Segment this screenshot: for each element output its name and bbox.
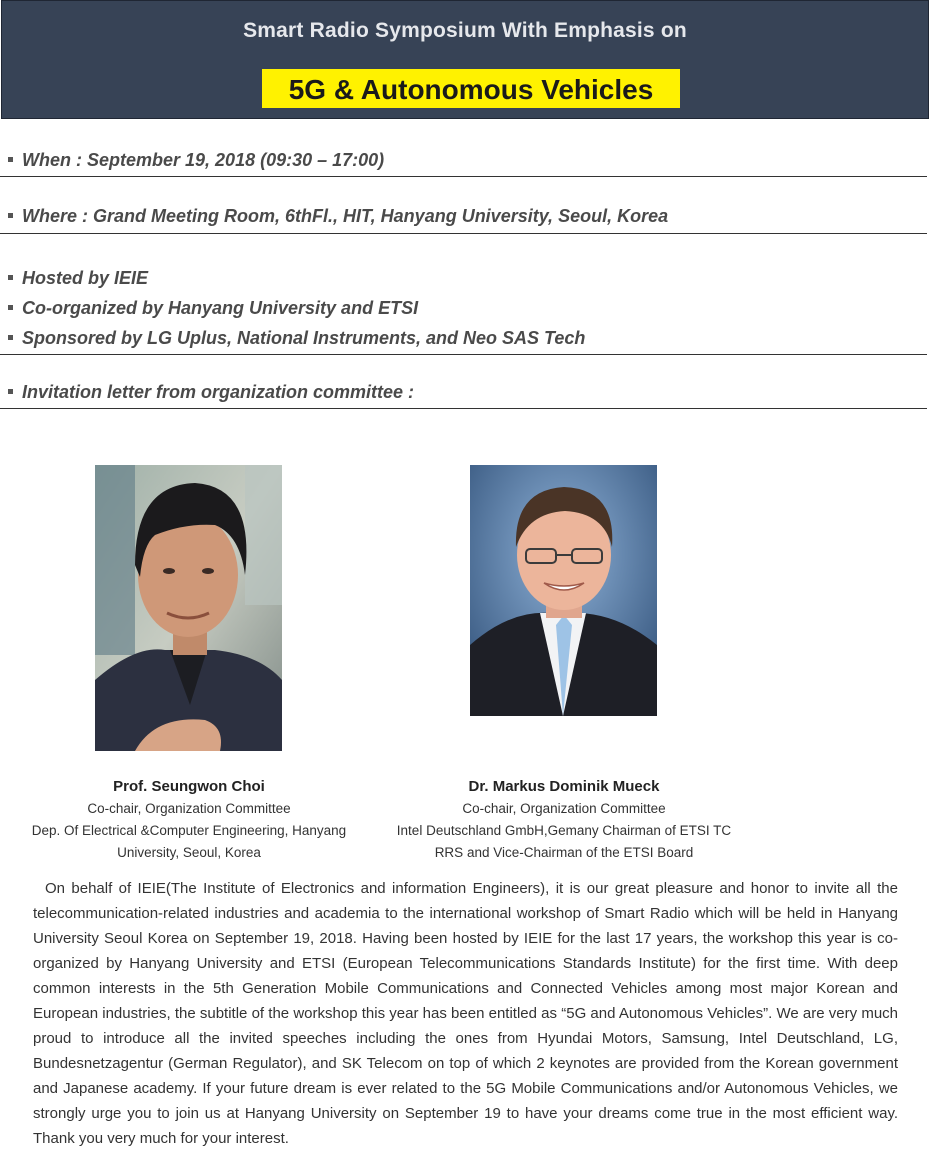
info-sponsored-text: Sponsored by LG Uplus, National Instruments, and Neo SAS Tech <box>22 328 586 348</box>
info-hosted <box>0 268 928 289</box>
person-card-choi <box>20 776 358 864</box>
person-affiliation: Dep. Of Electrical &Computer Engineering, Hanyang <box>31 823 347 838</box>
person-affiliation: Intel Deutschland GmbH,Gemany Chairman of ETSI TC <box>396 823 732 838</box>
bullet-icon <box>8 389 13 394</box>
portrait-photo-mueck <box>470 465 657 716</box>
info-hosted-text: Hosted by IEIE <box>22 268 149 288</box>
header-title: 5G & Autonomous Vehicles <box>262 69 680 108</box>
info-where <box>0 206 928 227</box>
divider <box>0 408 927 409</box>
person-role: Co-chair, Organization Committee <box>462 801 666 816</box>
bullet-icon <box>8 213 13 218</box>
bullet-icon <box>8 335 13 340</box>
info-where-text: Where : Grand Meeting Room, 6thFl., HIT, Hanyang University, Seoul, Korea <box>22 206 669 226</box>
bullet-icon <box>8 305 13 310</box>
bullet-icon <box>8 275 13 280</box>
info-invitation-text: Invitation letter from organization committee : <box>22 382 415 402</box>
person-name: Dr. Markus Dominik Mueck <box>468 778 660 795</box>
divider <box>0 233 927 234</box>
info-coorganized <box>0 298 928 319</box>
info-when-text: When : September 19, 2018 (09:30 – 17:00) <box>22 150 385 170</box>
divider <box>0 354 927 355</box>
invitation-letter-body: On behalf of IEIE(The Institute of Electronics and information Engineers), it is our great pleasure and honor to invite all the telecommunication-related industries and academia to the international workshop of Smart Radio which will be held in Hanyang University Seoul Korea on September 19, 2018. Having been hosted by IEIE for the last 17 years, the workshop this year is co-organized by Hanyang University and ETSI (European Telecommunications Standards Institute) for the first time. With deep common interests in the 5th Generation Mobile Communications and Connected Vehicles among most major Korean and European industries, the subtitle of the workshop this year has been entitled as “5G and Autonomous Vehicles”. We are very much proud to introduce all the invited speeches including the ones from Hyundai Motors, Samsung, Intel Deutschland, LG, Bundesnetzagentur (German Regulator), and SK Telecom on top of which 2 keynotes are provided from the Korean government and Japanese academy. If your future dream is ever related to the 5G Mobile Communications and/or Autonomous Vehicles, we strongly urge you to join us at Hanyang University on September 19 to have your dreams come true in the most efficient way. Thank you very much for your interest. <box>33 880 898 1147</box>
info-when <box>0 150 928 171</box>
info-invitation <box>0 382 928 403</box>
person-name: Prof. Seungwon Choi <box>113 778 265 795</box>
person-affiliation: RRS and Vice-Chairman of the ETSI Board <box>434 845 694 860</box>
divider <box>0 176 927 177</box>
person-affiliation: University, Seoul, Korea <box>117 845 261 860</box>
header-banner <box>1 0 929 119</box>
info-coorganized-text: Co-organized by Hanyang University and ETSI <box>22 298 419 318</box>
bullet-icon <box>8 157 13 162</box>
person-card-mueck <box>380 776 748 864</box>
header-subtitle: Smart Radio Symposium With Emphasis on <box>243 19 687 42</box>
person-role: Co-chair, Organization Committee <box>87 801 291 816</box>
portrait-photo-choi <box>95 465 282 751</box>
info-sponsored <box>0 328 928 349</box>
